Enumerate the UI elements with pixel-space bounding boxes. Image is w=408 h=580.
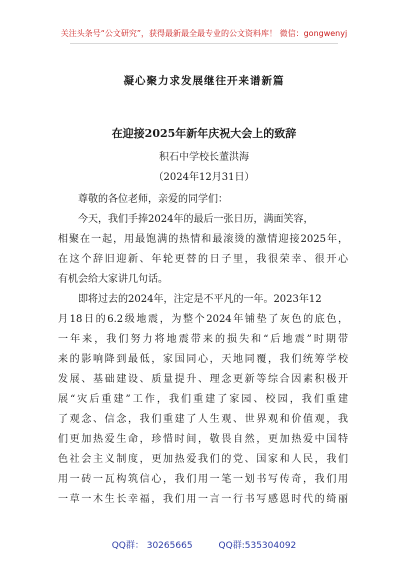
body-line: 有机会给大家讲几句话。 [58,274,168,285]
footer-qq-group-2: QQ群:535304092 [218,541,297,551]
speech-body [58,190,348,510]
speech-date: （2024年12月31日） [153,172,255,183]
main-title: 凝心聚力求发展继往开来谱新篇 [123,75,285,87]
footer-contact [0,538,408,551]
footer-qq-group-1: QQ群： 30265665 [111,541,193,551]
speaker-line: 积石中学校长董洪海 [159,152,249,163]
salutation-line: 尊敬的各位老师，亲爱的同学们： [78,194,228,205]
body-line: 们更加热爱生命，珍惜时间，敬畏自然，更加热爱中国特 [58,434,348,445]
body-line: 了观念、信念，我们重建了人生观、世界观和价值观，我 [58,414,348,425]
body-line: 色社会主义制度，更加热爱我们的党、国家和人民，我们 [58,454,348,465]
body-line: 在这个辞旧迎新、年轮更替的日子里，我很荣幸、很开心 [58,254,348,265]
header-divider [70,43,338,44]
body-line: 相聚在一起，用最饱满的热情和最滚烫的激情迎接2025年， [58,234,348,245]
body-line: 展“灾后重建”工作，我们重建了家园、校园，我们重建 [58,394,348,405]
body-line: 一年来，我们努力将地震带来的损失和“后地震”时期带 [58,334,348,345]
body-line: 用一砖一瓦构筑信心，我们用一笔一划书写传奇，我们用 [58,474,348,485]
header-promo-note: 关注头条号“公文研究”，获得最新最全最专业的公文资料库！ 微信：gongwenyj [60,29,348,38]
body-line: 今天，我们手捧2024年的最后一张日历，满面笑容， [78,214,314,225]
body-line: 月18日的6.2级地震，为整个2024年铺垫了灰色的底色， [58,314,348,325]
body-line: 发展、基础建设、质量提升、理念更新等综合因素积极开 [58,374,348,385]
body-line: 来的影响降到最低，家国同心，天地同覆，我们统筹学校 [58,354,348,365]
body-line: 一草一木生长幸福，我们用一言一行书写感恩时代的绮丽 [58,494,348,505]
body-line: 即将过去的2024年，注定是不平凡的一年。2023年12 [78,294,322,305]
speech-title: 在迎接2025年新年庆祝大会上的致辞 [111,127,297,140]
